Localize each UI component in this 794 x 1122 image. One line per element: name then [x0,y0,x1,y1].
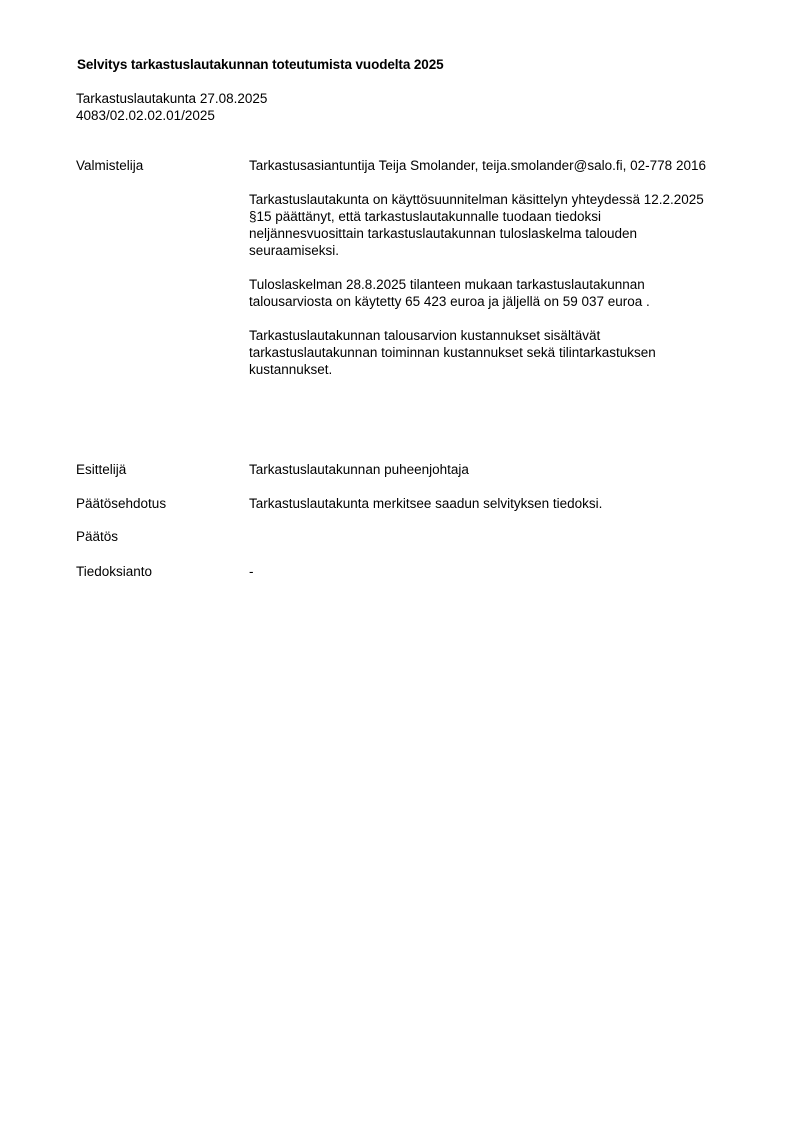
meeting-name: Tarkastuslautakunta 27.08.2025 [76,91,268,106]
section-label-valmistelija: Valmistelija [76,158,144,173]
section-value-tiedoksianto: - [249,564,254,579]
meeting-meta [76,90,267,124]
section-label-paatosehdotus: Päätösehdotus [76,496,167,511]
section-label-paatos: Päätös [76,529,119,544]
section-value-esittelija: Tarkastuslautakunnan puheenjohtaja [249,462,469,477]
section-label-tiedoksianto: Tiedoksianto [76,564,153,579]
section-label-esittelija: Esittelijä [76,462,127,477]
page-title: Selvitys tarkastuslautakunnan toteutumista vuodelta 2025 [77,57,444,72]
section-value-paatosehdotus: Tarkastuslautakunta merkitsee saadun selvityksen tiedoksi. [249,496,603,511]
record-id: 4083/02.02.02.01/2025 [76,108,215,123]
preparer-contact: Tarkastusasiantuntija Teija Smolander, teija.smolander@salo.fi, 02-778 2016 [249,158,706,173]
body-paragraph: Tarkastuslautakunta on käyttösuunnitelman käsittelyn yhteydessä 12.2.2025 §15 päättänyt, että tarkastuslautakunnalle tuodaan tiedoksi neljännesvuosittain tarkastuslautakunnan tuloslaskelma talouden seuraamiseksi. [249,192,704,258]
body-paragraph: Tuloslaskelman 28.8.2025 tilanteen mukaan tarkastuslautakunnan talousarviosta on käytetty 65 423 euroa ja jäljellä on 59 037 euroa . [249,277,650,309]
body-paragraph: Tarkastuslautakunnan talousarvion kustannukset sisältävät tarkastuslautakunnan toiminnan kustannukset sekä tilintarkastuksen kustannukset. [249,328,656,377]
section-value-valmistelija [249,157,719,378]
